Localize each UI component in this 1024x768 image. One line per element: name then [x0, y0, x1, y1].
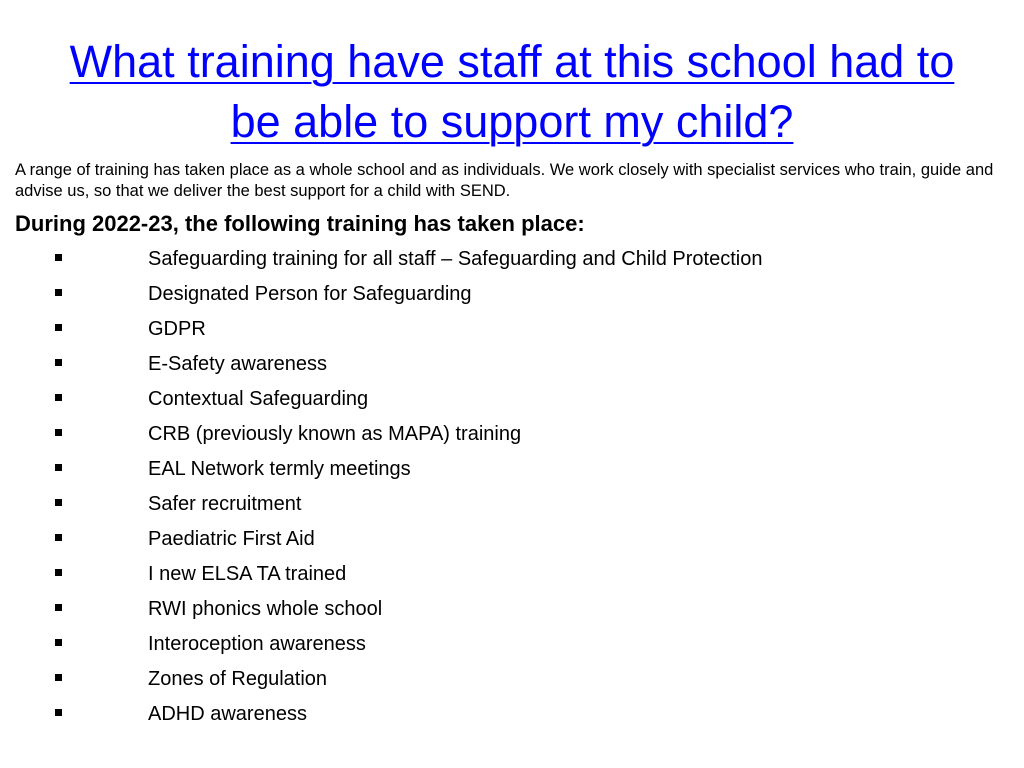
list-item [0, 453, 1024, 488]
training-subheading: During 2022-23, the following training has taken place: [15, 211, 585, 236]
intro-paragraph: A range of training has taken place as a whole school and as individuals. We work closely with specialist services who train, guide and advise us, so that we deliver the best support for a child with SEND. [15, 161, 994, 200]
training-item-label: EAL Network termly meetings [148, 458, 411, 480]
square-bullet-icon [55, 324, 62, 331]
list-item [0, 663, 1024, 698]
training-item-label: Paediatric First Aid [148, 528, 315, 550]
list-item [0, 418, 1024, 453]
list-item [0, 348, 1024, 383]
list-item [0, 488, 1024, 523]
square-bullet-icon [55, 639, 62, 646]
training-item-label: GDPR [148, 318, 206, 340]
training-item-label: Zones of Regulation [148, 668, 328, 690]
list-item [0, 593, 1024, 628]
square-bullet-icon [55, 534, 62, 541]
square-bullet-icon [55, 359, 62, 366]
square-bullet-icon [55, 289, 62, 296]
training-item-label: Designated Person for Safeguarding [148, 283, 472, 305]
list-item [0, 278, 1024, 313]
training-item-label: RWI phonics whole school [148, 598, 383, 620]
training-item-label: E-Safety awareness [148, 353, 327, 375]
list-item [0, 628, 1024, 663]
training-item-label: Safer recruitment [148, 493, 302, 515]
list-item [0, 523, 1024, 558]
training-list [0, 243, 1024, 733]
list-item [0, 243, 1024, 278]
list-item [0, 558, 1024, 593]
training-item-label: I new ELSA TA trained [148, 563, 347, 585]
square-bullet-icon [55, 674, 62, 681]
training-item-label: Contextual Safeguarding [148, 388, 369, 410]
square-bullet-icon [55, 569, 62, 576]
square-bullet-icon [55, 429, 62, 436]
list-item [0, 698, 1024, 733]
training-item-label: Interoception awareness [148, 633, 366, 655]
page-title-link[interactable]: What training have staff at this school had to be able to support my child? [69, 36, 955, 147]
square-bullet-icon [55, 499, 62, 506]
list-item [0, 383, 1024, 418]
square-bullet-icon [55, 254, 62, 261]
square-bullet-icon [55, 464, 62, 471]
square-bullet-icon [55, 604, 62, 611]
square-bullet-icon [55, 394, 62, 401]
list-item [0, 313, 1024, 348]
training-item-label: ADHD awareness [148, 703, 307, 725]
training-item-label: CRB (previously known as MAPA) training [148, 423, 522, 445]
square-bullet-icon [55, 709, 62, 716]
training-item-label: Safeguarding training for all staff – Safeguarding and Child Protection [148, 248, 763, 270]
